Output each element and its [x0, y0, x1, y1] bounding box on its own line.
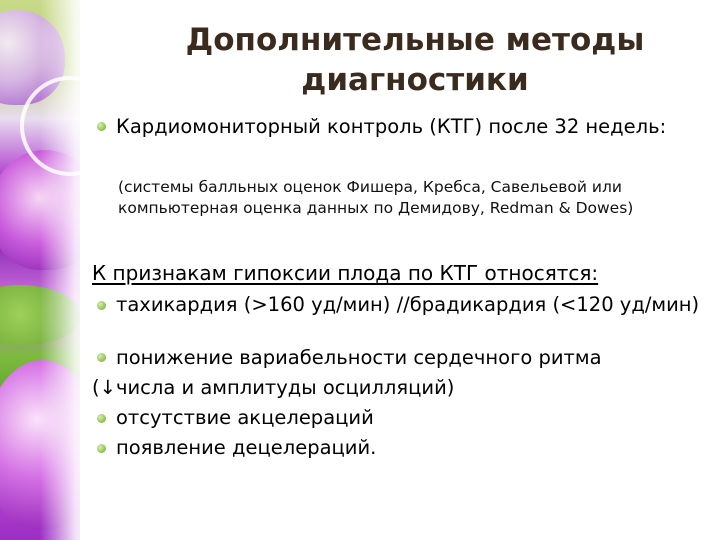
list-item-oscillations: (↓числа и амплитуды осцилляций): [92, 376, 455, 399]
photo-fade-overlay: [40, 0, 90, 540]
bullet-icon: [97, 353, 106, 362]
bullet-icon: [97, 444, 106, 453]
list-item-variability: понижение вариабельности сердечного ритма: [116, 346, 602, 369]
bullet-ktg-monitoring: Кардиомониторный контроль (КТГ) после 32 недель:: [116, 115, 667, 138]
slide-title: Дополнительные методы диагностики: [185, 22, 645, 98]
bullet-icon: [97, 414, 106, 423]
bullet-icon: [97, 122, 106, 131]
scoring-systems-note: (системы балльных оценок Фишера, Кребса, Савельевой или компьютерная оценка данных по Демидову, Redman & Dowes): [118, 178, 634, 217]
hypoxia-signs-heading: К признакам гипоксии плода по КТГ относятся:: [92, 261, 599, 285]
list-item-decelerations: появление децелераций.: [116, 436, 377, 459]
list-item-accelerations: отсутствие акцелераций: [116, 406, 374, 429]
list-item-tachycardia: тахикардия (>160 уд/мин) //брадикардия (<120 уд/мин): [116, 293, 700, 316]
bullet-icon: [97, 301, 106, 310]
